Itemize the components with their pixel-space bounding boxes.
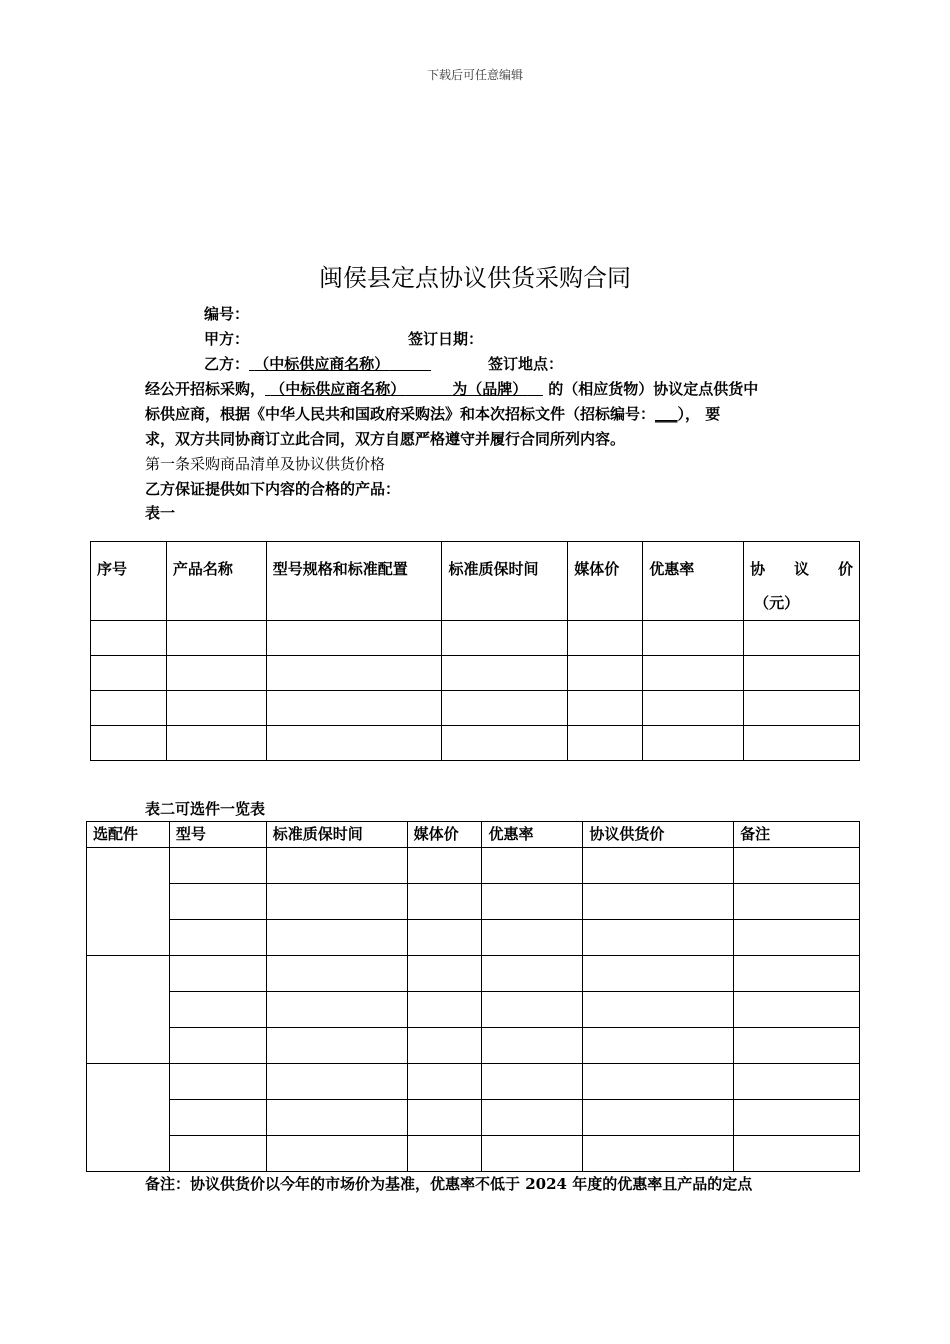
option-group-cell bbox=[87, 956, 170, 1064]
col-header-model: 型号 bbox=[169, 822, 266, 848]
table-header-row bbox=[91, 542, 860, 621]
col-header-discount: 优惠率 bbox=[482, 822, 583, 848]
table-2-caption: 表二可选件一览表 bbox=[145, 800, 266, 818]
col-header-index: 序号 bbox=[91, 542, 167, 621]
col-header-warranty: 标准质保时间 bbox=[266, 822, 407, 848]
col-header-model-spec: 型号规格和标准配置 bbox=[266, 542, 442, 621]
table-row bbox=[87, 1064, 860, 1100]
article-1-heading: 第一条采购商品清单及协议供货价格 bbox=[145, 455, 386, 473]
header-note: 下载后可任意编辑 bbox=[426, 68, 523, 82]
paragraph-line-1: 经公开招标采购， （中标供应商名称） 为（品牌） 的（相应货物）协议定点供货中 bbox=[145, 380, 759, 398]
party-a-label: 甲方： bbox=[204, 330, 250, 348]
supplier-blank: （中标供应商名称） 为（品牌） bbox=[270, 380, 528, 398]
party-b-row bbox=[204, 353, 431, 374]
table-row bbox=[91, 621, 860, 656]
table-header-row bbox=[87, 822, 860, 848]
sign-date-label: 签订日期： bbox=[408, 330, 484, 348]
party-b-value: （中标供应商名称） bbox=[254, 355, 390, 373]
table-row bbox=[91, 726, 860, 761]
footer-note: 备注：协议供货价以今年的市场价为基准，优惠率不低于 2024 年度的优惠率且产品的定点 bbox=[145, 1175, 753, 1193]
number-label: 编号： bbox=[204, 305, 250, 323]
col-header-remarks: 备注 bbox=[734, 822, 860, 848]
optional-parts-table bbox=[86, 821, 860, 1172]
table-row bbox=[91, 656, 860, 691]
paragraph-line-2: 标供应商，根据《中华人民共和国政府采购法》和本次招标文件（招标编号：___）， 要 bbox=[145, 405, 721, 423]
table-row bbox=[87, 848, 860, 884]
option-group-cell bbox=[87, 848, 170, 956]
sign-place-label: 签订地点： bbox=[488, 355, 564, 373]
table-row bbox=[91, 691, 860, 726]
table-row bbox=[87, 1028, 860, 1064]
col-header-media-price: 媒体价 bbox=[407, 822, 482, 848]
agreed-price-label: 协议价 bbox=[750, 560, 853, 578]
bid-number-blank: ___ bbox=[655, 405, 678, 423]
guarantee-text: 乙方保证提供如下内容的合格的产品： bbox=[145, 480, 401, 498]
col-header-warranty: 标准质保时间 bbox=[442, 542, 568, 621]
paragraph-line-3: 求，双方共同协商订立此合同，双方自愿严格遵守并履行合同所列内容。 bbox=[145, 430, 626, 448]
table-row bbox=[87, 992, 860, 1028]
table-row bbox=[87, 1100, 860, 1136]
party-b-label: 乙方： bbox=[204, 355, 250, 373]
table-row bbox=[87, 956, 860, 992]
col-header-option: 选配件 bbox=[87, 822, 170, 848]
col-header-agreed-supply-price: 协议供货价 bbox=[583, 822, 734, 848]
page-title: 闽侯县定点协议供货采购合同 bbox=[319, 264, 631, 292]
table-1-caption: 表一 bbox=[145, 504, 176, 522]
col-header-discount: 优惠率 bbox=[643, 542, 744, 621]
yuan-unit-label: （元） bbox=[754, 594, 800, 612]
col-header-agreed-price bbox=[744, 542, 860, 621]
table-row bbox=[87, 1136, 860, 1172]
product-table bbox=[90, 541, 860, 761]
table-row bbox=[87, 884, 860, 920]
col-header-media-price: 媒体价 bbox=[568, 542, 643, 621]
option-group-cell bbox=[87, 1064, 170, 1172]
col-header-product-name: 产品名称 bbox=[166, 542, 266, 621]
table-row bbox=[87, 920, 860, 956]
